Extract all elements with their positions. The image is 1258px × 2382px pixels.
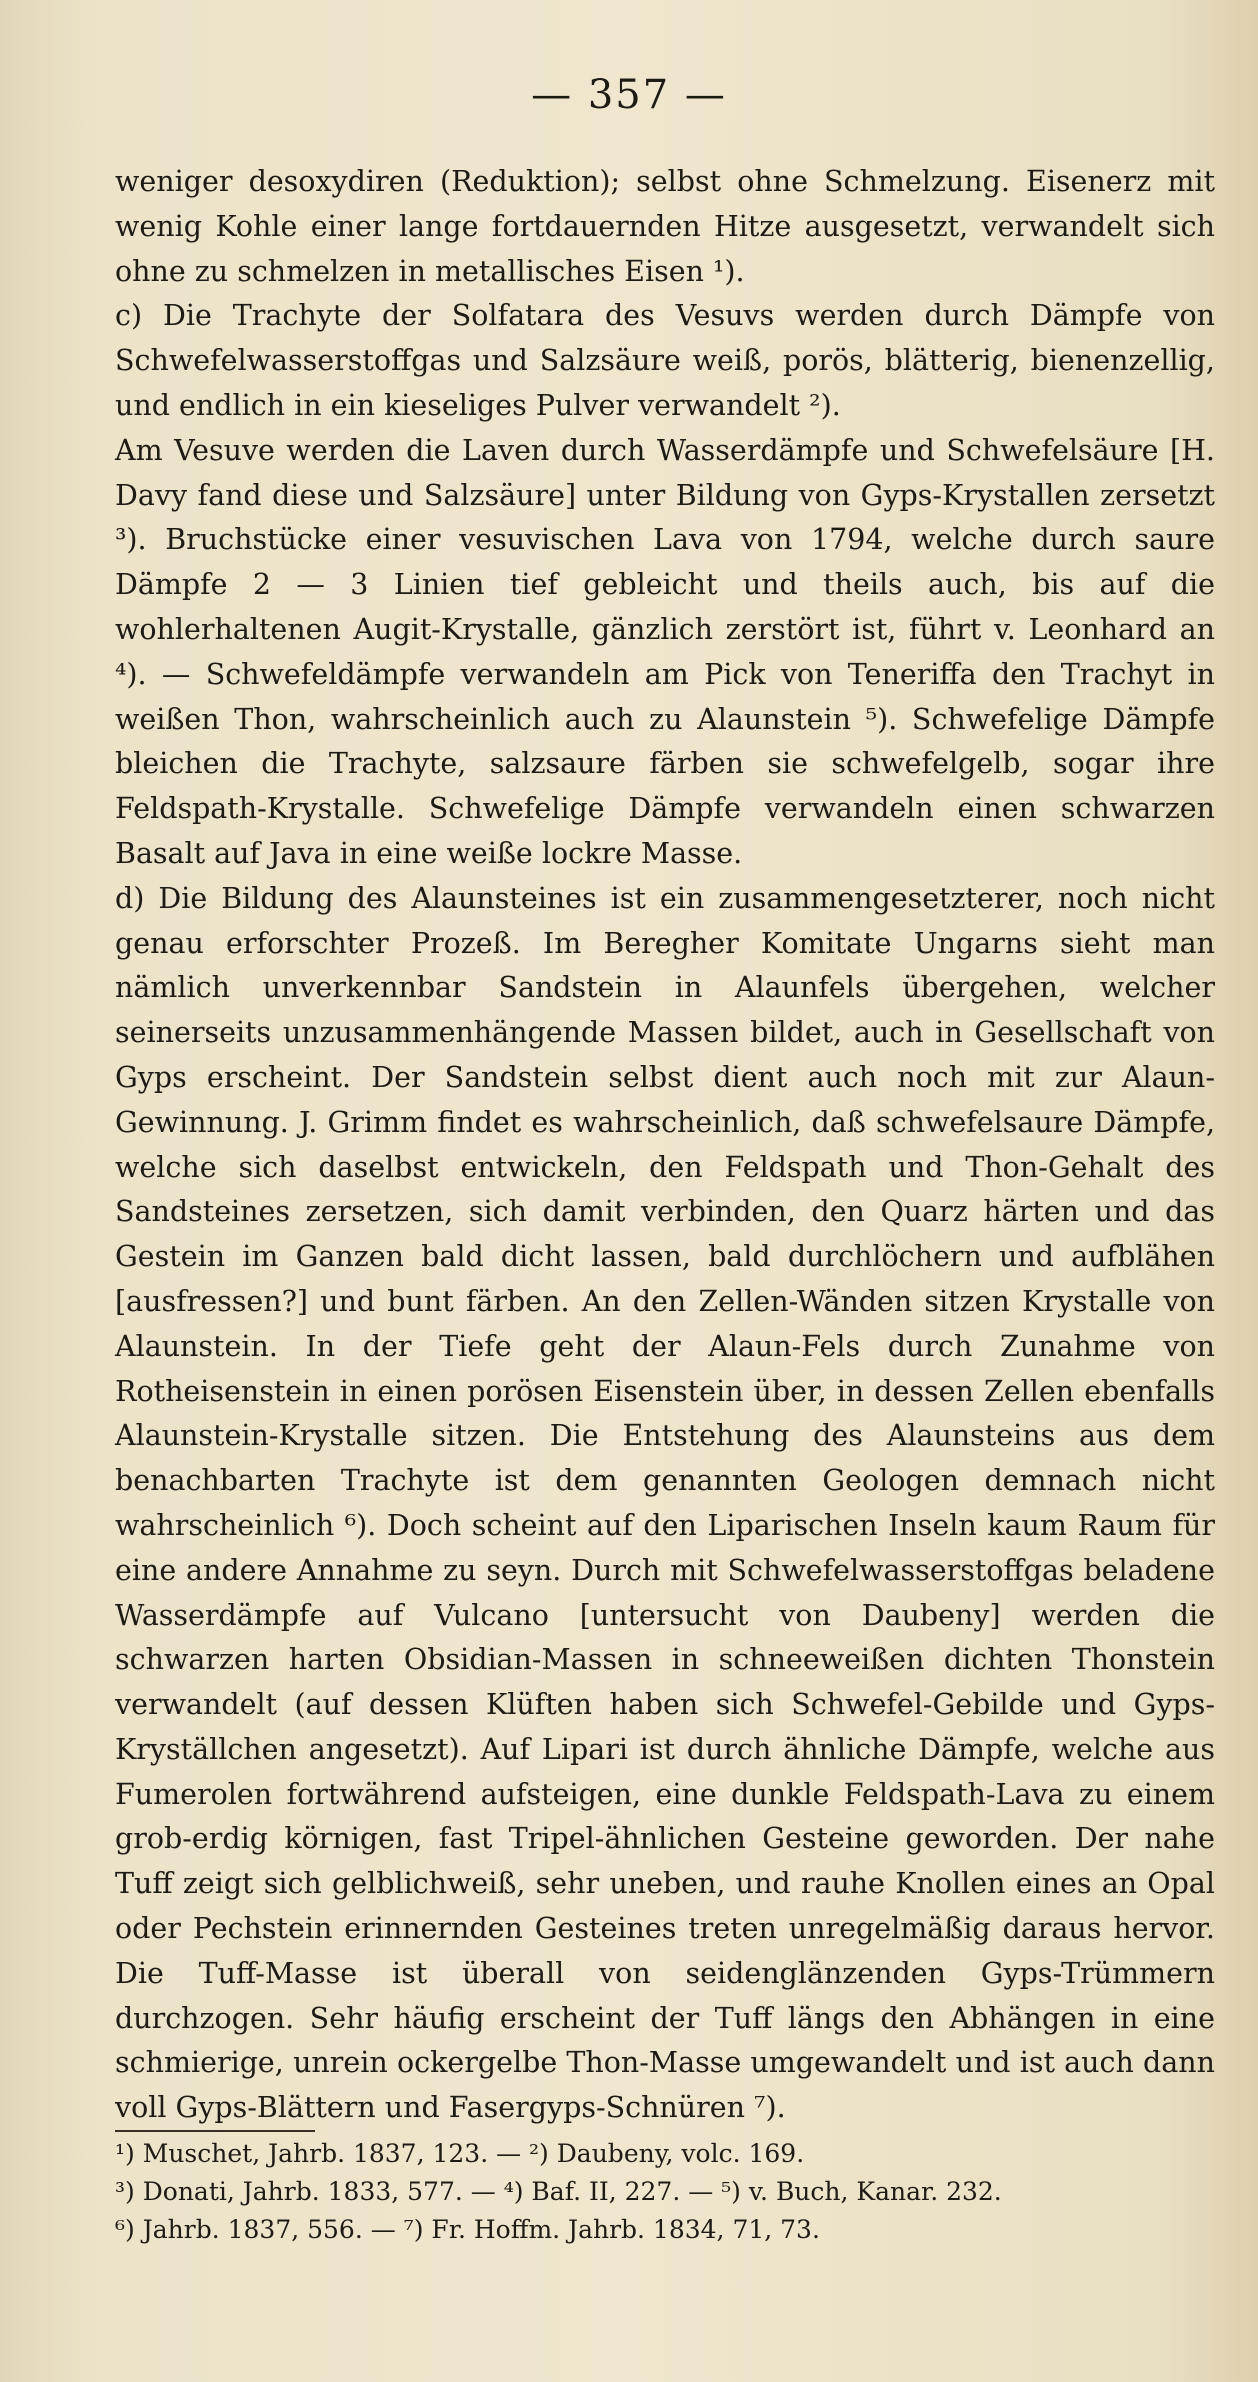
footnote-line: ⁶) Jahrb. 1837, 556. — ⁷) Fr. Hoffm. Jahrb. 1834, 71, 73.	[115, 2215, 820, 2244]
footnote-line: ³) Donati, Jahrb. 1833, 577. — ⁴) Baf. II, 227. — ⁵) v. Buch, Kanar. 232.	[115, 2177, 1002, 2206]
paragraph-vesuv-laven: Am Vesuve werden die Laven durch Wasserdämpfe und Schwefelsäure [H. Davy fand diese und Salzsäure] unter Bildung von Gyps-Krystallen zersetzt ³). Bruchstücke einer vesuvischen Lava von 1794, welche durch saure Dämpfe 2 — 3 Linien tief gebleicht und theils auch, bis auf die wohlerhaltenen Augit-Krystalle, gänzlich zerstört ist, führt v. Leonhard an ⁴). — Schwefeldämpfe verwandeln am Pick von Teneriffa den Trachyt in weißen Thon, wahrscheinlich auch zu Alaunstein ⁵). Schwefelige Dämpfe bleichen die Trachyte, salzsaure färben sie schwefelgelb, sogar ihre Feldspath-Krystalle. Schwefelige Dämpfe verwandeln einen schwarzen Basalt auf Java in eine weiße lockre Masse.	[115, 433, 1215, 870]
body-text	[115, 160, 1215, 2131]
page-number: — 357 —	[531, 72, 727, 118]
paragraph-alaunstein: d) Die Bildung des Alaunsteines ist ein zusammengesetzterer, noch nicht genau erforschter Prozeß. Im Beregher Komitate Ungarns sieht man nämlich unverkennbar Sandstein in Alaunfels übergehen, welcher seinerseits unzusammenhängende Massen bildet, auch in Gesellschaft von Gyps erscheint. Der Sandstein selbst dient auch noch mit zur Alaun-Gewinnung. J. Grimm findet es wahrscheinlich, daß schwefelsaure Dämpfe, welche sich daselbst entwickeln, den Feldspath und Thon-Gehalt des Sandsteines zersetzen, sich damit verbinden, den Quarz härten und das Gestein im Ganzen bald dicht lassen, bald durchlöchern und aufblähen [ausfressen?] und bunt färben. An den Zellen-Wänden sitzen Krystalle von Alaunstein. In der Tiefe geht der Alaun-Fels durch Zunahme von Rotheisenstein in einen porösen Eisenstein über, in dessen Zellen ebenfalls Alaunstein-Krystalle sitzen. Die Entstehung des Alaunsteins aus dem benachbarten Trachyte ist dem genannten Geologen demnach nicht wahrscheinlich ⁶). Doch scheint auf den Liparischen Inseln kaum Raum für eine andere Annahme zu seyn. Durch mit Schwefelwasserstoffgas beladene Wasserdämpfe auf Vulcano [untersucht von Daubeny] werden die schwarzen harten Obsidian-Massen in schneeweißen dichten Thonstein verwandelt (auf dessen Klüften haben sich Schwefel-Gebilde und Gyps-Kryställchen angesetzt). Auf Lipari ist durch ähnliche Dämpfe, welche aus Fumerolen fortwährend aufsteigen, eine dunkle Feldspath-Lava zu einem grob-erdig körnigen, fast Tripel-ähnlichen Gesteine geworden. Der nahe Tuff zeigt sich gelblichweiß, sehr uneben, und rauhe Knollen eines an Opal oder Pechstein erinnernden Gesteines treten unregelmäßig daraus hervor. Die Tuff-Masse ist überall von seidenglänzenden Gyps-Trümmern durchzogen. Sehr häufig erscheint der Tuff längs den Abhängen in eine schmierige, unrein ockergelbe Thon-Masse umgewandelt und ist auch dann voll Gyps-Blättern und Fasergyps-Schnüren ⁷).	[115, 881, 1215, 2125]
footnote-divider	[115, 2130, 315, 2132]
paragraph-reduction: weniger desoxydiren (Reduktion); selbst ohne Schmelzung. Eisenerz mit wenig Kohle einer lange fortdauernden Hitze ausgesetzt, verwandelt sich ohne zu schmelzen in metallisches Eisen ¹).	[115, 165, 1215, 288]
paragraph-solfatara: c) Die Trachyte der Solfatara des Vesuvs werden durch Dämpfe von Schwefelwasserstoffgas und Salzsäure weiß, porös, blätterig, bienenzellig, und endlich in ein kieseliges Pulver verwandelt ²).	[115, 299, 1215, 422]
footnotes	[115, 2135, 1215, 2249]
footnote-line: ¹) Muschet, Jahrb. 1837, 123. — ²) Daubeny, volc. 169.	[115, 2139, 805, 2168]
